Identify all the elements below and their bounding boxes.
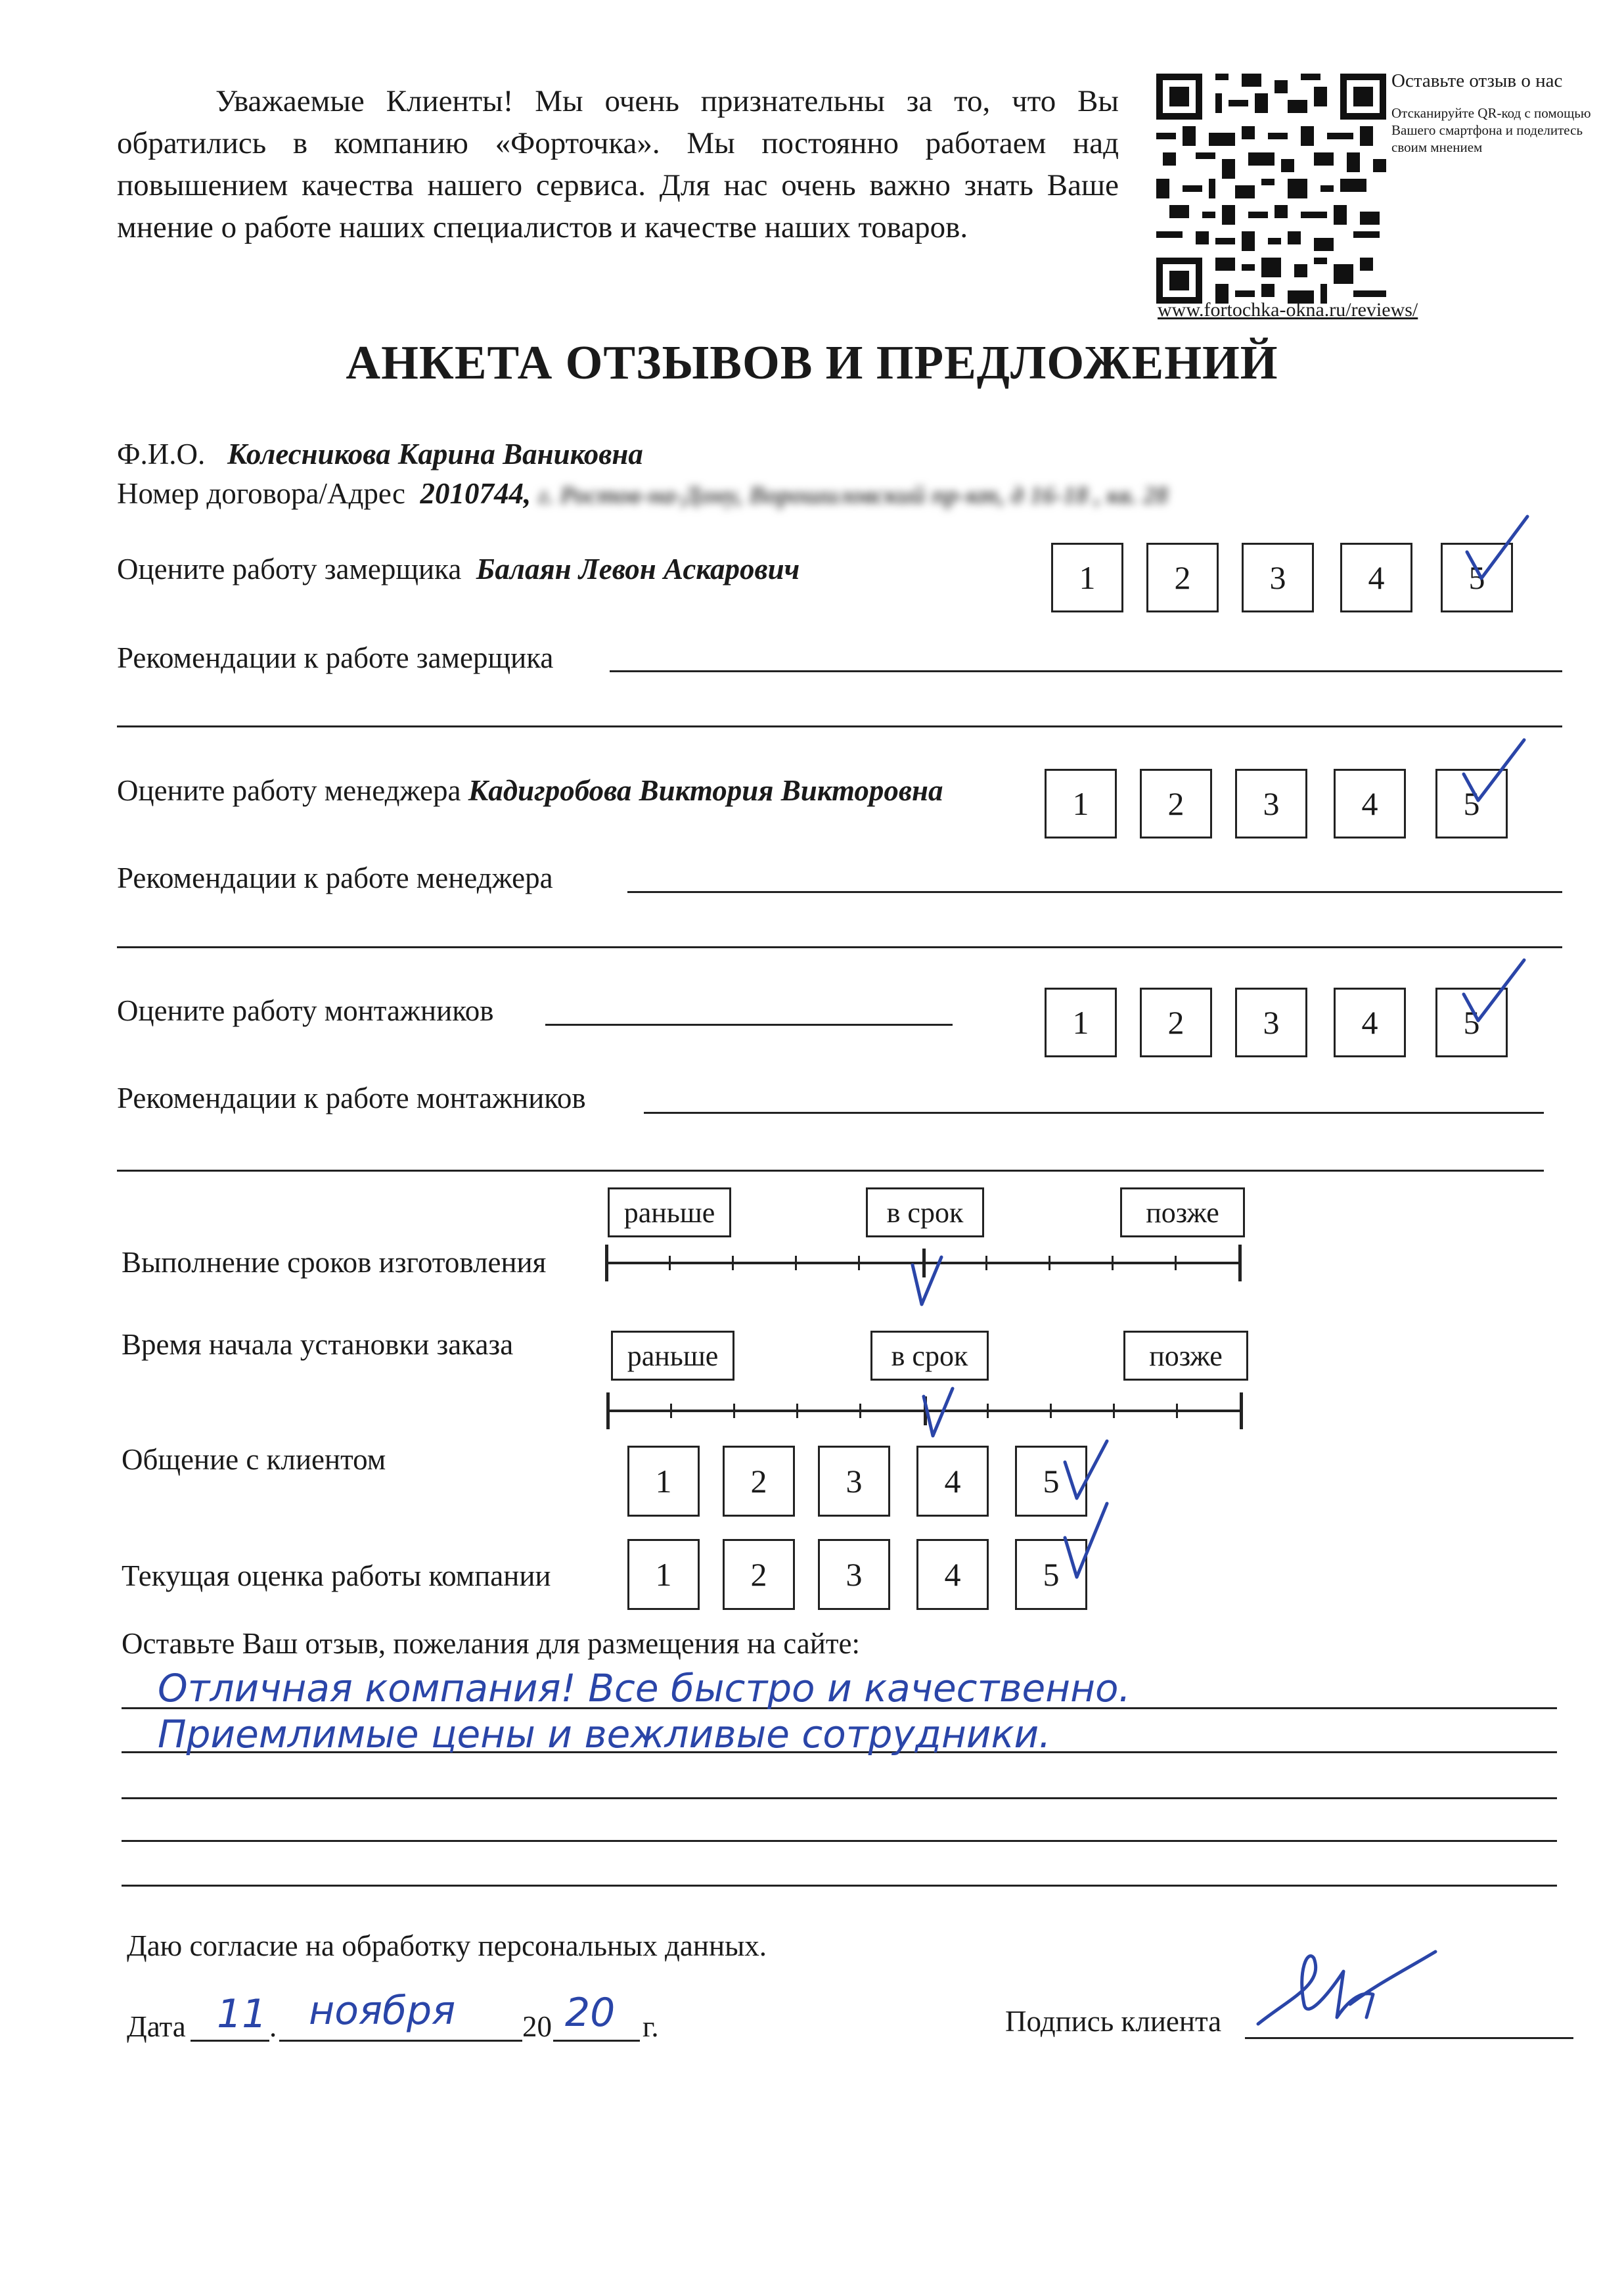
scale-tick	[1175, 1256, 1177, 1270]
intro-text: Уважаемые Клиенты! Мы очень признательны за то, что Вы обратились в компанию «Форточка». Мы постоянно работаем над повышением качества нашего сервиса. Для нас очень важно знать Ваше мнение о работе наших специалистов и качестве наших товаров.	[117, 84, 1119, 244]
rating-installers-option-3[interactable]: 3	[1235, 988, 1307, 1057]
rating-installers-option-5[interactable]: 5	[1435, 988, 1508, 1057]
scale-end	[606, 1392, 610, 1429]
rating-manager-option-5[interactable]: 5	[1435, 769, 1508, 838]
check-mark-icon	[1061, 1436, 1114, 1508]
company-option-2[interactable]: 2	[723, 1539, 795, 1610]
signature-icon	[1252, 1945, 1449, 2044]
scale-end	[605, 1245, 608, 1281]
scale-tick	[987, 1404, 989, 1418]
rating-measurer-option-2[interactable]: 2	[1146, 543, 1219, 612]
scale-tick	[985, 1256, 987, 1270]
rating-manager-option-2[interactable]: 2	[1140, 769, 1212, 838]
install-option-late[interactable]: позже	[1123, 1331, 1248, 1381]
rating-manager-label-row	[117, 773, 943, 808]
date-month-value: ноября	[309, 1988, 456, 2034]
scale-tick	[858, 1256, 860, 1270]
rating-installers-option-1[interactable]: 1	[1045, 988, 1117, 1057]
production-label: Выполнение сроков изготовления	[122, 1246, 547, 1279]
production-option-late[interactable]: позже	[1120, 1187, 1245, 1237]
scale-tick	[796, 1404, 798, 1418]
communication-label: Общение с клиентом	[122, 1443, 386, 1476]
date-year-prefix: 20	[522, 2010, 552, 2043]
check-mark-icon	[1462, 513, 1534, 585]
date-year-g: г.	[643, 2010, 659, 2043]
check-mark-icon	[909, 1252, 948, 1311]
date-year-suffix: 20	[565, 1990, 616, 2036]
rec-measurer-line-2[interactable]	[117, 725, 1562, 727]
scale-tick	[795, 1256, 797, 1270]
check-mark-icon	[1458, 736, 1531, 808]
check-mark-icon	[920, 1383, 959, 1442]
rec-installers-label: Рекомендации к работе монтажников	[117, 1082, 586, 1114]
scale-tick	[1049, 1256, 1050, 1270]
rating-installers-option-4[interactable]: 4	[1334, 988, 1406, 1057]
rating-measurer-label-row	[117, 552, 800, 586]
review-line-3[interactable]	[122, 1797, 1557, 1799]
company-label: Текущая оценка работы компании	[122, 1559, 551, 1592]
qr-caption-body: Отсканируйте QR-код с помощью Вашего смартфона и поделитесь своим мнением	[1391, 105, 1591, 155]
company-option-3[interactable]: 3	[818, 1539, 890, 1610]
review-line-5[interactable]	[122, 1885, 1557, 1887]
fio-value: Колесникова Карина Ваниковна	[227, 438, 643, 471]
scale-tick	[1050, 1404, 1052, 1418]
rating-manager-option-4[interactable]: 4	[1334, 769, 1406, 838]
address-value: г. Ростов-на-Дону, Ворошиловский пр-кт, д 16-18 , кв. 28	[538, 482, 1168, 509]
scale-tick	[1112, 1256, 1114, 1270]
production-option-ontime[interactable]: в срок	[866, 1187, 984, 1237]
rating-installers-label: Оцените работу монтажников	[117, 994, 494, 1027]
communication-option-2[interactable]: 2	[723, 1446, 795, 1517]
page-title: АНКЕТА ОТЗЫВОВ И ПРЕДЛОЖЕНИЙ	[346, 336, 1278, 389]
qr-caption	[1391, 69, 1608, 156]
rating-measurer-option-5[interactable]: 5	[1441, 543, 1513, 612]
review-handwritten-line-2: Приемлимые цены и вежливые сотрудники.	[158, 1712, 1051, 1756]
rec-installers-line-2[interactable]	[117, 1170, 1544, 1172]
scale-end	[1238, 1245, 1242, 1281]
scale-tick	[732, 1256, 734, 1270]
rec-manager-line-1[interactable]	[627, 891, 1562, 893]
date-day-value: 11	[217, 1991, 267, 2037]
contract-row	[117, 476, 1168, 511]
fio-label: Ф.И.О.	[117, 438, 206, 471]
scale-tick	[859, 1404, 861, 1418]
company-option-5[interactable]: 5	[1015, 1539, 1087, 1610]
rating-installers-name-field[interactable]	[545, 1024, 953, 1026]
scale-tick	[669, 1256, 671, 1270]
signature-label: Подпись клиента	[1005, 2005, 1222, 2038]
production-option-early[interactable]: раньше	[608, 1187, 731, 1237]
check-mark-icon	[1061, 1498, 1114, 1584]
review-line-4[interactable]	[122, 1840, 1557, 1842]
check-mark-icon	[1458, 956, 1531, 1028]
communication-option-5[interactable]: 5	[1015, 1446, 1087, 1517]
install-label: Время начала установки заказа	[122, 1328, 514, 1361]
date-month-field[interactable]	[279, 2040, 522, 2042]
rating-measurer-option-4[interactable]: 4	[1340, 543, 1412, 612]
rec-measurer-label: Рекомендации к работе замерщика	[117, 641, 554, 674]
rating-installers-option-2[interactable]: 2	[1140, 988, 1212, 1057]
scale-end	[1240, 1392, 1243, 1429]
review-label: Оставьте Ваш отзыв, пожелания для размещения на сайте:	[122, 1627, 860, 1660]
rec-manager-label: Рекомендации к работе менеджера	[117, 861, 553, 894]
date-day-field[interactable]	[191, 2040, 269, 2042]
consent-text: Даю согласие на обработку персональных данных.	[127, 1929, 767, 1962]
rating-measurer-person: Балаян Левон Аскарович	[476, 553, 800, 585]
qr-code-icon[interactable]	[1156, 74, 1386, 304]
reviews-url-link[interactable]: www.fortochka-okna.ru/reviews/	[1158, 299, 1418, 321]
rating-manager-label: Оцените работу менеджера	[117, 774, 461, 807]
communication-option-3[interactable]: 3	[818, 1446, 890, 1517]
rec-installers-line-1[interactable]	[644, 1112, 1544, 1114]
rating-manager-option-1[interactable]: 1	[1045, 769, 1117, 838]
date-separator: .	[269, 2010, 277, 2043]
company-option-1[interactable]: 1	[627, 1539, 700, 1610]
rating-measurer-option-3[interactable]: 3	[1242, 543, 1314, 612]
communication-option-1[interactable]: 1	[627, 1446, 700, 1517]
scale-tick	[1176, 1404, 1178, 1418]
rec-manager-line-2[interactable]	[117, 946, 1562, 948]
contract-label: Номер договора/Адрес	[117, 477, 405, 510]
rating-measurer-option-1[interactable]: 1	[1051, 543, 1123, 612]
rec-measurer-line-1[interactable]	[610, 670, 1562, 672]
rating-measurer-label: Оцените работу замерщика	[117, 553, 462, 585]
company-option-4[interactable]: 4	[916, 1539, 989, 1610]
install-option-early[interactable]: раньше	[611, 1331, 734, 1381]
rating-manager-person: Кадигробова Виктория Викторовна	[468, 774, 943, 807]
scale-tick	[733, 1404, 735, 1418]
scale-tick	[670, 1404, 672, 1418]
review-handwritten-line-1: Отличная компания! Все быстро и качественно.	[158, 1666, 1131, 1711]
communication-option-4[interactable]: 4	[916, 1446, 989, 1517]
date-year-field[interactable]	[553, 2040, 640, 2042]
rating-manager-option-3[interactable]: 3	[1235, 769, 1307, 838]
contract-value: 2010744,	[420, 477, 531, 510]
install-option-ontime[interactable]: в срок	[870, 1331, 989, 1381]
date-label: Дата	[127, 2010, 186, 2043]
scale-tick	[1113, 1404, 1115, 1418]
qr-caption-title: Оставьте отзыв о нас	[1391, 70, 1563, 91]
fio-row	[117, 437, 643, 471]
